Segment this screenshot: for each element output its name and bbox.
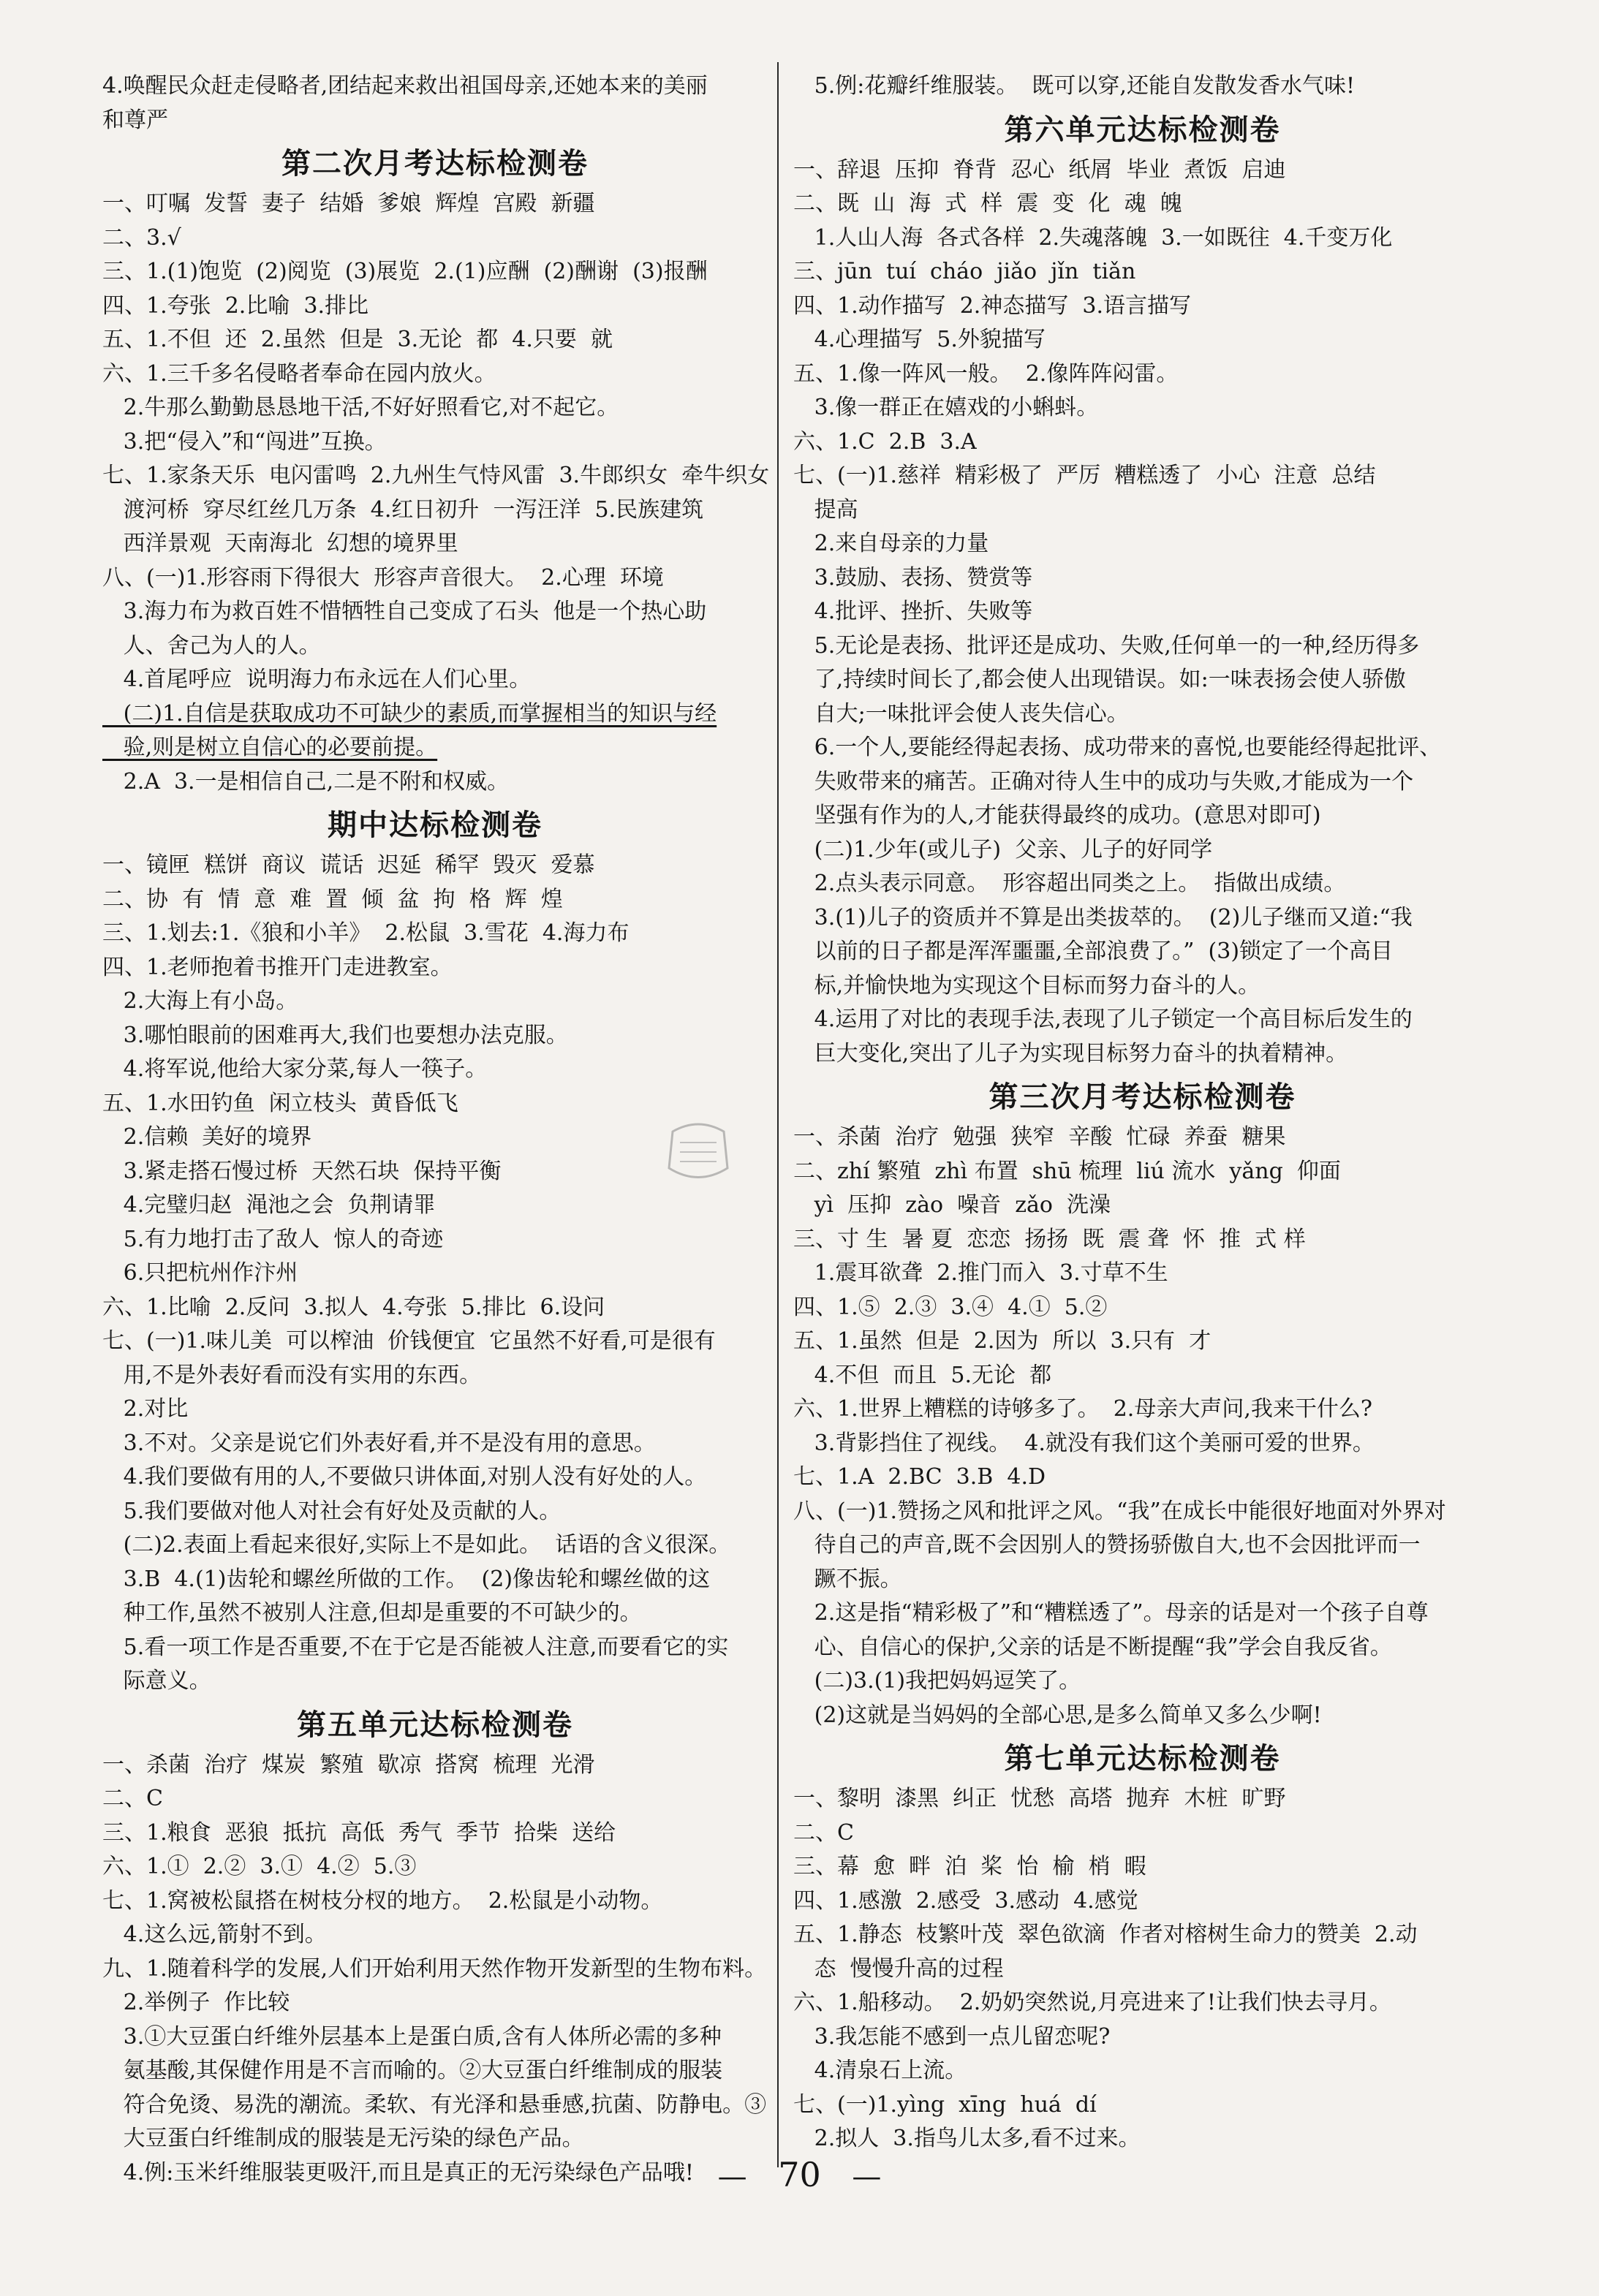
answer-line: 二、协 有 情 意 难 置 倾 盆 拘 格 辉 煌 [102,886,563,912]
answer-line: 提高 [793,496,858,523]
answer-line: 六、1.① 2.② 3.① 4.② 5.③ [102,1854,417,1879]
answer-line: 3.(1)儿子的资质并不算是出类拔萃的。 (2)儿子继而又道:“我 [793,904,1413,931]
answer-line: 2.牛那么勤勤恳恳地干活,不好好照看它,对不起它。 [102,395,619,420]
answer-line: 巨大变化,突出了儿子为实现目标努力奋斗的执着精神。 [793,1040,1348,1066]
page-number-value: 70 [778,2155,821,2194]
answer-line: 种工作,虽然不被别人注意,但却是重要的不可缺少的。 [102,1600,642,1626]
answer-line: 三、1.粮食 恶狼 抵抗 高低 秀气 季节 拾柴 送给 [102,1819,616,1846]
answer-line: (二)1.自信是获取成功不可缺少的素质,而掌握相当的知识与经 [102,700,717,727]
answer-line: 一、杀菌 治疗 煤炭 繁殖 歇凉 搭窝 梳理 光滑 [102,1751,595,1778]
page-dash-left: — [717,2160,747,2194]
answer-line: 一、黎明 漆黑 纠正 忧愁 高塔 抛弃 木桩 旷野 [793,1786,1286,1811]
answer-line: 七、(一)1.味儿美 可以榨油 价钱便宜 它虽然不好看,可是很有 [102,1328,716,1354]
answer-line: 3.像一群正在嬉戏的小蝌蚪。 [793,395,1099,420]
answer-line: 4.心理描写 5.外貌描写 [793,327,1046,352]
answer-line: 4.首尾呼应 说明海力布永远在人们心里。 [102,667,532,692]
answer-line: 待自己的声音,既不会因别人的赞扬骄傲自大,也不会因批评而一 [793,1532,1421,1558]
answer-line: 6.只把杭州作汴州 [102,1260,298,1286]
answer-line: 4.将军说,他给大家分菜,每人一筷子。 [102,1056,488,1082]
answer-line: (二)1.少年(或儿子) 父亲、儿子的好同学 [793,836,1213,863]
answer-line: 2.对比 [102,1396,189,1422]
answer-line: 七、(一)1.yìng xīng huá dí [793,2091,1097,2118]
answer-line: 4.不但 而且 5.无论 都 [793,1362,1052,1388]
answer-line: 五、1.不但 还 2.虽然 但是 3.无论 都 4.只要 就 [102,327,613,352]
section-heading: 期中达标检测卷 [328,808,543,842]
answer-line: 四、1.感激 2.感受 3.感动 4.感觉 [793,1887,1138,1914]
answer-line: 2.举例子 作比较 [102,1990,290,2015]
answer-line: 三、寸 生 暑 夏 恋恋 扬扬 既 震 聋 怀 推 式 样 [793,1226,1306,1252]
page-dash-right: — [852,2160,882,2194]
answer-line: 符合免烫、易洗的潮流。柔软、有光泽和悬垂感,抗菌、防静电。③ [102,2091,767,2118]
answer-line: 三、幕 愈 畔 泊 桨 怡 榆 梢 暇 [793,1854,1146,1879]
answer-line: 4.运用了对比的表现手法,表现了儿子锁定一个高目标后发生的 [793,1007,1413,1032]
answer-line: 心、自信心的保护,父亲的话是不断提醒“我”学会自我反省。 [793,1634,1392,1660]
answer-line: 4.唤醒民众赶走侵略者,团结起来救出祖国母亲,还她本来的美丽 [102,73,708,99]
section-heading: 第七单元达标检测卷 [1004,1741,1281,1776]
answer-line: 4.我们要做有用的人,不要做只讲体面,对别人没有好处的人。 [102,1464,707,1490]
answer-line: 5.看一项工作是否重要,不在于它是否能被人注意,而要看它的实 [102,1634,729,1660]
answer-line: 六、1.船移动。 2.奶奶突然说,月亮进来了!让我们快去寻月。 [793,1990,1391,2015]
section-heading: 第二次月考达标检测卷 [281,146,589,181]
section-heading: 第五单元达标检测卷 [297,1707,573,1742]
answer-line: 4.批评、挫折、失败等 [793,599,1033,624]
answer-line: 2.拟人 3.指鸟儿太多,看不过来。 [793,2126,1141,2151]
watermark-stamp-icon [658,1117,738,1190]
answer-line: 六、1.比喻 2.反问 3.拟人 4.夸张 5.排比 6.设问 [102,1294,605,1320]
answer-line: 了,持续时间长了,都会使人出现错误。如:一味表扬会使人骄傲 [793,667,1406,692]
answer-line: 2.点头表示同意。 形容超出同类之上。 指做出成绩。 [793,871,1346,896]
answer-line: 氨基酸,其保健作用是不言而喻的。②大豆蛋白纤维制成的服装 [102,2058,723,2083]
answer-line: 四、1.夸张 2.比喻 3.排比 [102,292,369,319]
answer-line: 二、C [793,1819,854,1846]
answer-line: 七、(一)1.慈祥 精彩极了 严厉 糟糕透了 小心 注意 总结 [793,463,1376,488]
answer-line: 二、既 山 海 式 样 震 变 化 魂 魄 [793,191,1182,216]
answer-line: 2.来自母亲的力量 [793,531,989,556]
answer-line: 验,则是树立自信心的必要前提。 [102,735,438,760]
answer-line: 七、1.A 2.BC 3.B 4.D [793,1464,1046,1490]
answer-line: 3.我怎能不感到一点儿留恋呢? [793,2023,1111,2050]
answer-line: 态 慢慢升高的过程 [793,1955,1004,1982]
answer-line: 六、1.C 2.B 3.A [793,428,977,455]
answer-line: (二)3.(1)我把妈妈逗笑了。 [793,1668,1081,1694]
answer-line: 3.背影挡住了视线。 4.就没有我们这个美丽可爱的世界。 [793,1430,1375,1456]
answer-line: 西洋景观 天南海北 幻想的境界里 [102,531,458,556]
answer-line: 2.A 3.一是相信自己,二是不附和权威。 [102,768,510,795]
answer-line: 人、舍己为人的人。 [102,632,321,659]
answer-line: 一、镜匣 糕饼 商议 谎话 迟延 稀罕 毁灭 爱慕 [102,852,595,878]
column-divider [777,62,779,2167]
answer-line: 坚强有作为的人,才能获得最终的成功。(意思对即可) [793,803,1321,828]
section-heading: 第三次月考达标检测卷 [988,1080,1296,1114]
answer-line: 3.鼓励、表扬、赞赏等 [793,564,1033,591]
answer-line: 失败带来的痛苦。正确对待人生中的成功与失败,才能成为一个 [793,768,1414,795]
right-column [793,69,1492,2156]
answer-line: 二、zhí 繁殖 zhì 布置 shū 梳理 liú 流水 yǎng 仰面 [793,1158,1341,1184]
answer-line: 3.哪怕眼前的困难再大,我们也要想办法克服。 [102,1022,568,1048]
answer-line: 一、杀菌 治疗 勉强 狭窄 辛酸 忙碌 养蚕 糖果 [793,1124,1286,1150]
answer-line: 四、1.⑤ 2.③ 3.④ 4.① 5.② [793,1294,1108,1320]
answer-line: 三、jūn tuí cháo jiǎo jǐn tiǎn [793,259,1136,284]
answer-line: 五、1.水田钓鱼 闲立枝头 黄昏低飞 [102,1090,458,1116]
answer-line: 八、(一)1.形容雨下得很大 形容声音很大。 2.心理 环境 [102,564,664,591]
answer-line: (二)2.表面上看起来很好,实际上不是如此。 话语的含义很深。 [102,1532,731,1558]
answer-line: 九、1.随着科学的发展,人们开始利用天然作物开发新型的生物布料。 [102,1955,767,1982]
answer-line: 一、辞退 压抑 脊背 忍心 纸屑 毕业 煮饭 启迪 [793,156,1286,183]
answer-line: 三、1.(1)饱览 (2)阅览 (3)展览 2.(1)应酬 (2)酬谢 (3)报酬 [102,259,708,284]
answer-line: 二、C [102,1786,163,1811]
answer-line: 七、1.家条天乐 电闪雷鸣 2.九州生气恃风雷 3.牛郎织女 牵牛织女 [102,463,770,488]
answer-line: 3.不对。父亲是说它们外表好看,并不是没有用的意思。 [102,1430,656,1456]
answer-line: 大豆蛋白纤维制成的服装是无污染的绿色产品。 [102,2126,584,2151]
answer-line: 用,不是外表好看而没有实用的东西。 [102,1362,482,1388]
answer-line: 六、1.世界上糟糕的诗够多了。 2.母亲大声问,我来干什么? [793,1396,1372,1422]
answer-line: 标,并愉快地为实现这个目标而努力奋斗的人。 [793,972,1260,999]
answer-line: 一、叮嘱 发誓 妻子 结婚 爹娘 辉煌 宫殿 新疆 [102,191,595,216]
answer-line: 5.无论是表扬、批评还是成功、失败,任何单一的一种,经历得多 [793,632,1420,659]
answer-line: 五、1.静态 枝繁叶茂 翠色欲滴 作者对榕树生命力的赞美 2.动 [793,1922,1418,1947]
answer-line: 3.把“侵入”和“闯进”互换。 [102,428,387,455]
answer-line: 四、1.老师抱着书推开门走进教室。 [102,954,453,980]
answer-line: 四、1.动作描写 2.神态描写 3.语言描写 [793,292,1192,319]
answer-line: 六、1.三千多名侵略者奉命在园内放火。 [102,360,496,387]
answer-line: 5.有力地打击了敌人 惊人的奇迹 [102,1226,444,1252]
answer-line: 五、1.像一阵风一般。 2.像阵阵闷雷。 [793,360,1179,387]
answer-line: 3.海力布为救百姓不惜牺牲自己变成了石头 他是一个热心助 [102,599,707,624]
answer-line: 和尊严 [102,107,168,133]
answer-line: 3.B 4.(1)齿轮和螺丝所做的工作。 (2)像齿轮和螺丝做的这 [102,1566,711,1592]
answer-line: 以前的日子都是浑浑噩噩,全部浪费了。” (3)锁定了一个高目 [793,939,1394,964]
answer-line: 2.这是指“精彩极了”和“糟糕透了”。母亲的话是对一个孩子自尊 [793,1600,1429,1626]
answer-line: 2.信赖 美好的境界 [102,1124,312,1150]
answer-line: 5.我们要做对他人对社会有好处及贡献的人。 [102,1498,562,1524]
answer-line: 4.完璧归赵 渑池之会 负荆请罪 [102,1192,436,1218]
answer-line: 三、1.划去:1.《狼和小羊》 2.松鼠 3.雪花 4.海力布 [102,920,630,946]
answer-line: 4.例:玉米纤维服装更吸汗,而且是真正的无污染绿色产品哦! [102,2159,694,2186]
answer-line: (2)这就是当妈妈的全部心思,是多么简单又多么少啊! [793,1702,1322,1728]
answer-line: 际意义。 [102,1668,211,1694]
answer-line: 3.①大豆蛋白纤维外层基本上是蛋白质,含有人体所必需的多种 [102,2023,722,2050]
answer-line: 2.大海上有小岛。 [102,988,298,1014]
answer-line: 4.清泉石上流。 [793,2058,967,2083]
answer-line: 5.例:花瓣纤维服装。 既可以穿,还能自发散发香水气味! [793,73,1356,99]
answer-line: 3.紧走搭石慢过桥 天然石块 保持平衡 [102,1158,502,1184]
answer-line: yì 压抑 zào 噪音 zǎo 洗澡 [793,1192,1111,1218]
answer-line: 二、3.√ [102,224,181,251]
answer-line: 蹶不振。 [793,1566,902,1592]
answer-line: 1.震耳欲聋 2.推门而入 3.寸草不生 [793,1260,1168,1286]
answer-line: 1.人山人海 各式各样 2.失魂落魄 3.一如既往 4.千变万化 [793,224,1393,251]
answer-line: 五、1.虽然 但是 2.因为 所以 3.只有 才 [793,1328,1211,1354]
answer-line: 七、1.窝被松鼠搭在树枝分杈的地方。 2.松鼠是小动物。 [102,1887,663,1914]
answer-line: 4.这么远,箭射不到。 [102,1922,327,1947]
section-heading: 第六单元达标检测卷 [1004,112,1281,147]
answer-line: 6.一个人,要能经得起表扬、成功带来的喜悦,也要能经得起批评、 [793,735,1442,760]
answer-line: 自大;一味批评会使人丧失信心。 [793,700,1129,727]
answer-line: 渡河桥 穿尽红丝几万条 4.红日初升 一泻汪洋 5.民族建筑 [102,496,704,523]
answer-line: 八、(一)1.赞扬之风和批评之风。“我”在成长中能很好地面对外界对 [793,1498,1446,1524]
page-number [0,2155,1599,2194]
